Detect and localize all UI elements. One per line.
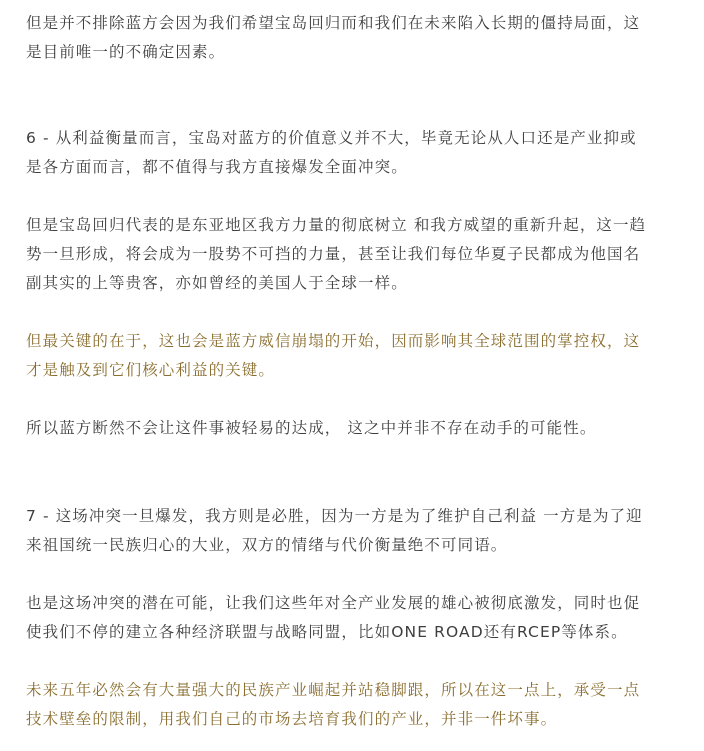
paragraph-1-line-2: 是目前唯一的不确定因素。 (26, 43, 226, 61)
paragraph-2-line-1: 6 - 从利益衡量而言，宝岛对蓝方的价值意义并不大，毕竟无论从人口还是产业抑或 (26, 129, 637, 147)
paragraph-3-line-1: 但是宝岛回归代表的是东亚地区我方力量的彻底树立 和我方威望的重新升起，这一趋 (26, 216, 647, 234)
paragraph-1-line-1: 但是并不排除蓝方会因为我们希望宝岛回归而和我们在未来陷入长期的僵持局面，这 (26, 14, 641, 32)
paragraph-3-line-2: 势一旦形成，将会成为一股势不可挡的力量，甚至让我们每位华夏子民都成为他国名 (26, 245, 641, 263)
highlight-paragraph-8-line-1: 未来五年必然会有大量强大的民族产业崛起并站稳脚跟，所以在这一点上，承受一点 (26, 681, 641, 699)
paragraph-6-line-2: 来祖国统一民族归心的大业，双方的情绪与代价衡量绝不可同语。 (26, 536, 508, 554)
highlight-paragraph-8-line-2: 技术壁垒的限制，用我们自己的市场去培育我们的产业，并非一件坏事。 (26, 710, 558, 728)
highlight-paragraph-4-line-1: 但最关键的在于，这也会是蓝方威信崩塌的开始，因而影响其全球范围的掌控权，这 (26, 332, 641, 350)
paragraph-3-line-3: 副其实的上等贵客，亦如曾经的美国人于全球一样。 (26, 274, 408, 292)
paragraph-6-line-1: 7 - 这场冲突一旦爆发，我方则是必胜，因为一方是为了维护自己利益 一方是为了迎 (26, 507, 643, 525)
paragraph-2-line-2: 是各方面而言，都不值得与我方直接爆发全面冲突。 (26, 158, 408, 176)
highlight-paragraph-4-line-2: 才是触及到它们核心利益的关键。 (26, 361, 276, 379)
paragraph-5-line-1: 所以蓝方断然不会让这件事被轻易的达成， 这之中并非不存在动手的可能性。 (26, 419, 597, 437)
paragraph-7-line-2: 使我们不停的建立各种经济联盟与战略同盟，比如ONE ROAD还有RCEP等体系。 (26, 623, 628, 641)
paragraph-7-line-1: 也是这场冲突的潜在可能，让我们这些年对全产业发展的雄心被彻底激发，同时也促 (26, 594, 641, 612)
